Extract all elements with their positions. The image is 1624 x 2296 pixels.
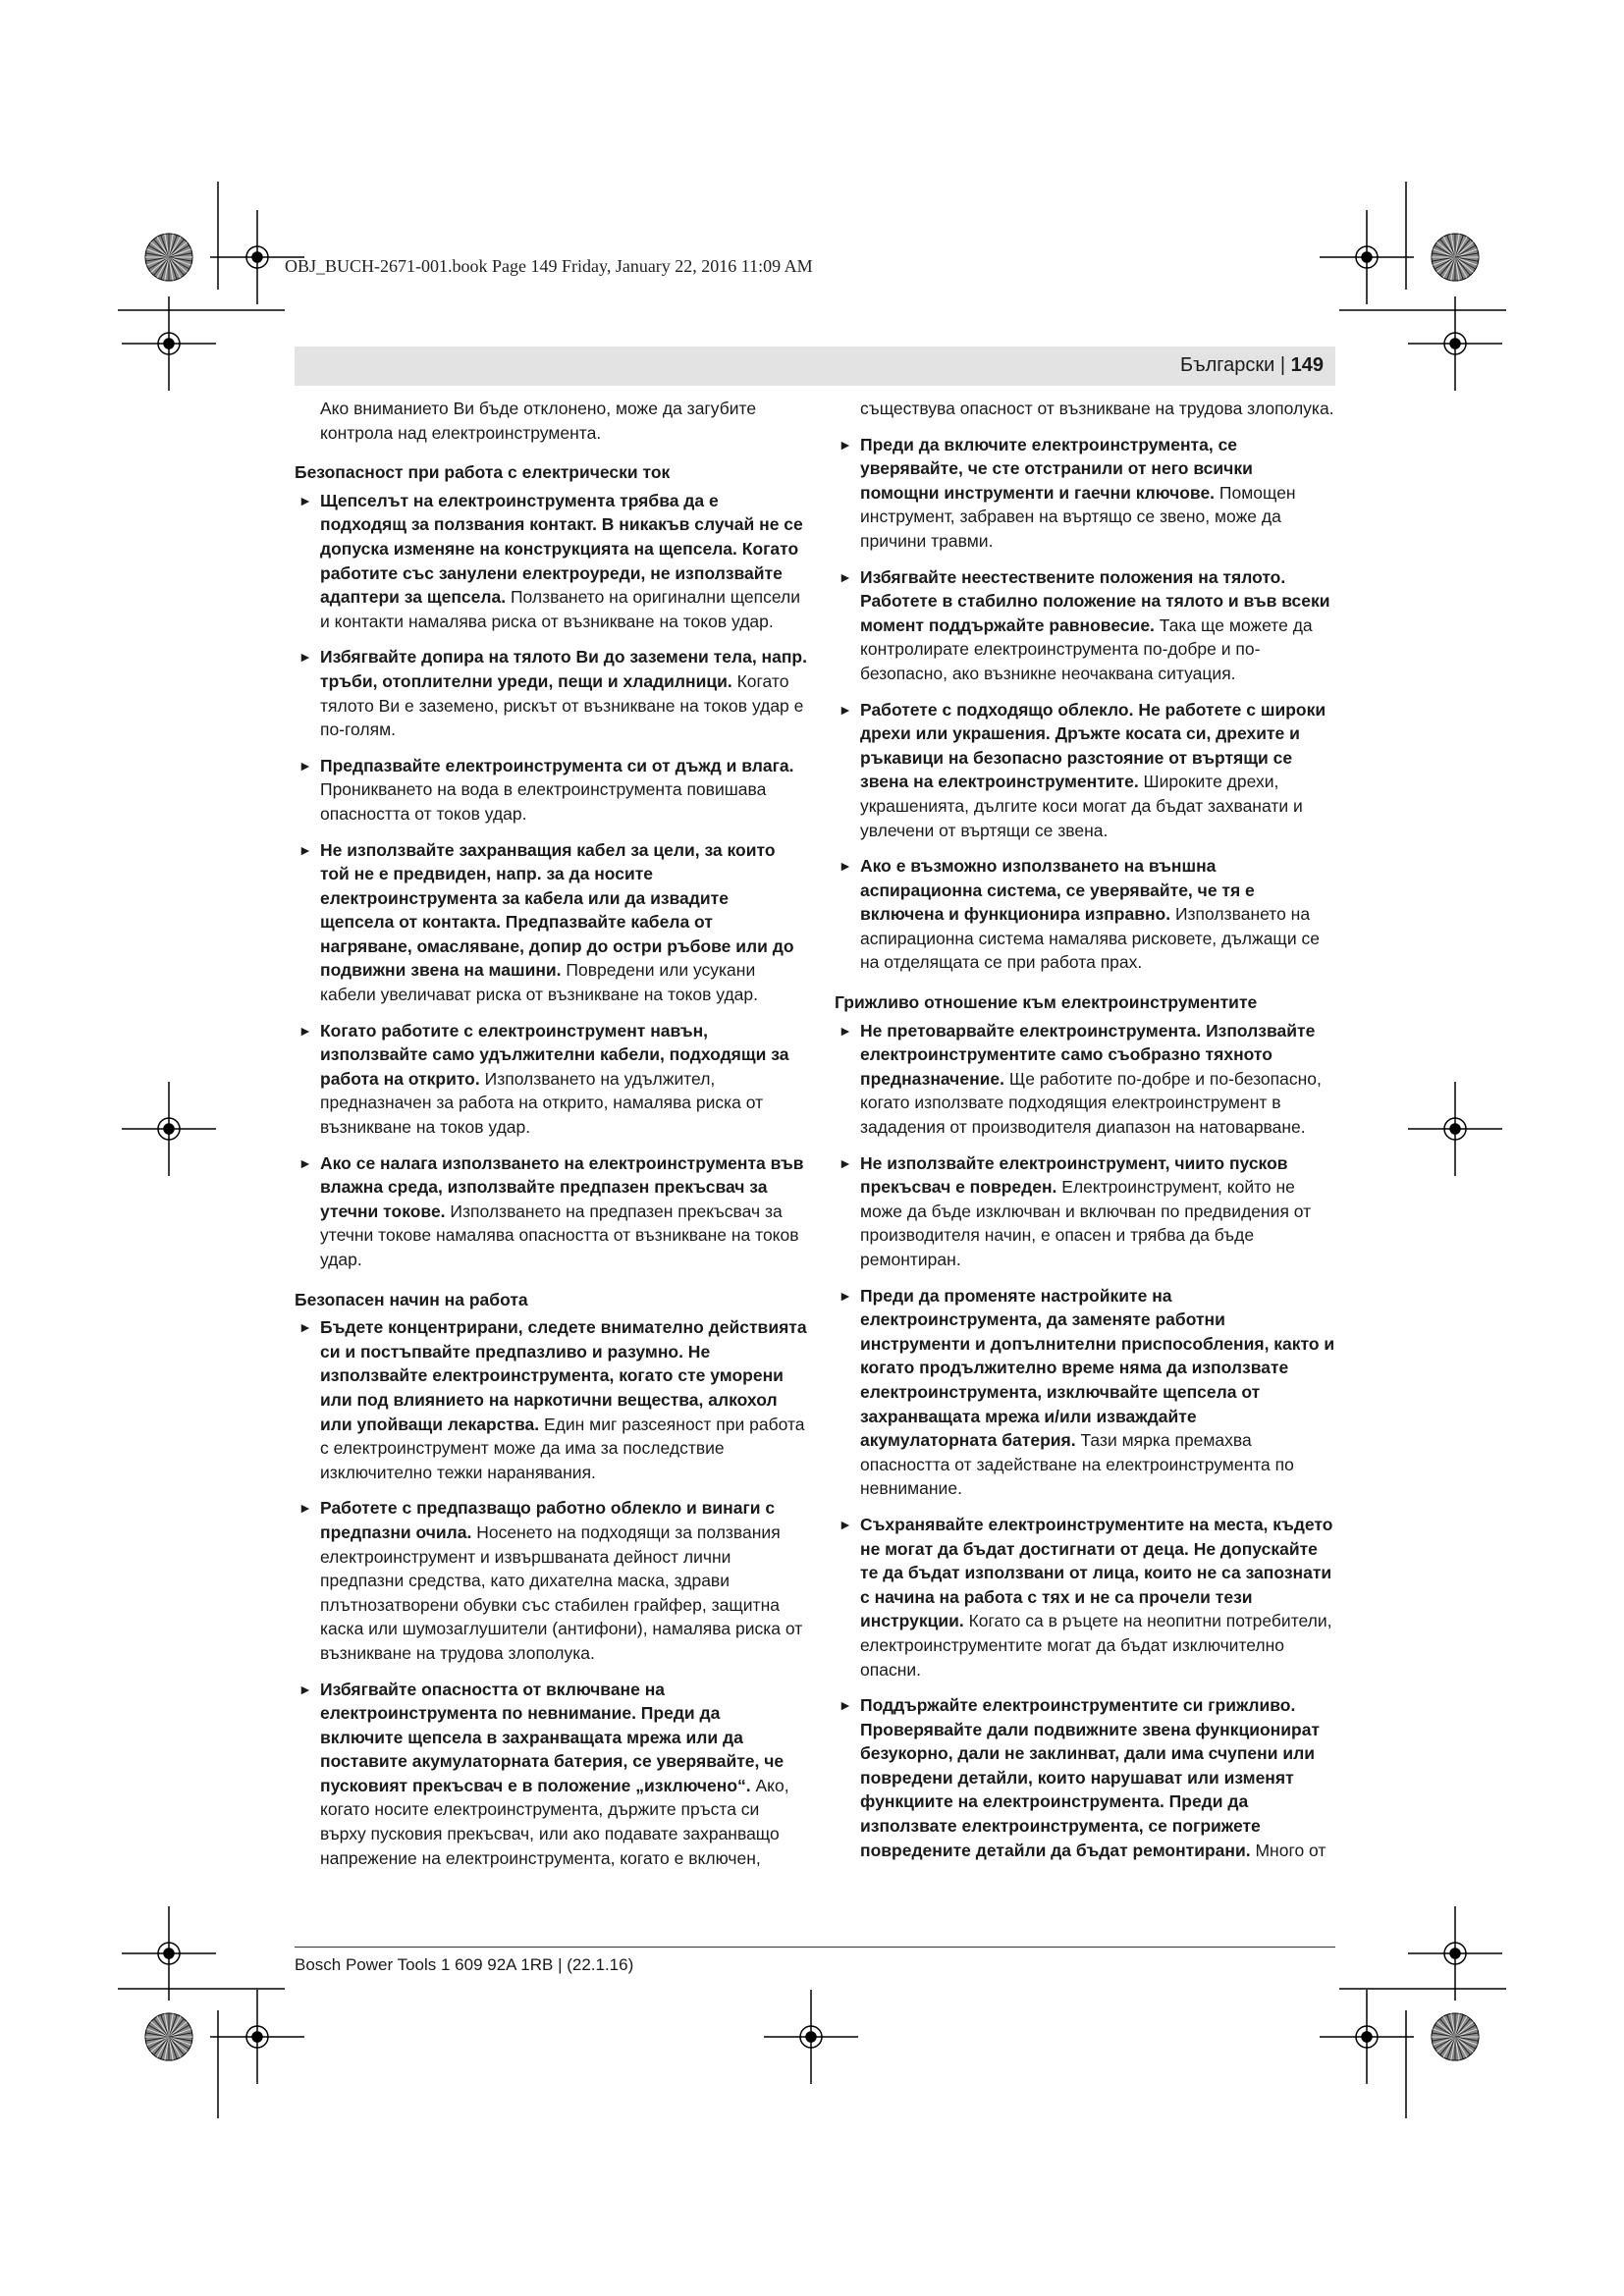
- safety-item: [835, 854, 1335, 975]
- safety-item: [295, 1678, 807, 1871]
- bullet-icon: ►: [298, 1500, 312, 1517]
- item-text: Използването на предпазен прекъсвач за утечни токове намалява опасността от възникване на токов удар.: [320, 1201, 799, 1269]
- starburst-mark: [145, 2013, 192, 2060]
- right-items-top: [835, 433, 1335, 975]
- bullet-icon: ►: [839, 1516, 852, 1532]
- item-text: Когато са в ръцете на неопитни потребители, електроинструментите могат да бъдат изключително опасни.: [860, 1611, 1332, 1680]
- safety-item: [295, 1496, 807, 1665]
- bullet-icon: ►: [839, 1697, 852, 1714]
- item-text: Един миг разсеяност при работа с електроинструмент може да има за последствие изключително тежки наранявания.: [320, 1414, 805, 1482]
- crosshair-mark: [122, 1082, 216, 1176]
- safety-item: [295, 838, 807, 1007]
- item-bold-text: Не претоварвайте електроинструмента. Използвайте електроинструментите само съобразно тяхното предназначение.: [860, 1020, 1316, 1089]
- file-slug: OBJ_BUCH-2671-001.book Page 149 Friday, January 22, 2016 11:09 AM: [285, 256, 813, 276]
- item-text: Използването на удължител, предназначен за работа на открито, намалява риска от възникване на токов удар.: [320, 1068, 764, 1138]
- bullet-icon: ►: [298, 492, 312, 508]
- safety-item: [835, 1284, 1335, 1501]
- page-header: [295, 347, 1335, 386]
- footer: Bosch Power Tools 1 609 92A 1RB | (22.1.16): [295, 1955, 634, 1974]
- crosshair-mark: [1408, 1906, 1502, 2001]
- bullet-icon: ►: [839, 701, 852, 718]
- page-number: 149: [1290, 354, 1324, 376]
- item-text: Тази мярка премахва опасността от задействане на електроинструмента по невнимание.: [860, 1430, 1294, 1499]
- section-title: Безопасен начин на работа: [295, 1289, 528, 1309]
- bullet-icon: ►: [298, 1681, 312, 1697]
- safety-item: [295, 645, 807, 741]
- bullet-icon: ►: [839, 858, 852, 875]
- bullet-icon: ►: [839, 1287, 852, 1304]
- section-title: Грижливо отношение към електроинструментите: [835, 992, 1258, 1013]
- bullet-icon: ►: [298, 1319, 312, 1336]
- header-language: Български: [1179, 354, 1275, 376]
- item-text: Ползването на оригинални щепсели и контакти намалява риска от възникване на токов удар.: [320, 587, 801, 631]
- bullet-icon: ►: [298, 1022, 312, 1039]
- safety-item: [295, 1151, 807, 1272]
- item-bold-text: Избягвайте допира на тялото Ви до заземени тела, напр. тръби, отоплителни уреди, пещи и хладилници.: [320, 647, 807, 691]
- item-bold-text: Когато работите с електроинструмент навън, използвайте само удължителни кабели, подходящи за работа на открито.: [320, 1020, 789, 1089]
- item-text: Ще работите по-добре и по-безопасно, когато използвате подходящия електроинструмент в зададения от производителя диапазон на натоварване.: [860, 1068, 1322, 1138]
- safety-item: [835, 1151, 1335, 1272]
- bullet-icon: ►: [298, 757, 312, 774]
- item-text: Повредени или усукани кабели увеличават риска от възникване на токов удар.: [320, 960, 759, 1005]
- item-bold-text: Не използвайте електроинструмент, чиито пусков прекъсвач е повреден.: [860, 1152, 1288, 1198]
- item-bold-text: Ако се налага използването на електроинструмента във влажна среда, използвайте предпазен прекъсвач за утечни токове.: [320, 1152, 804, 1221]
- safety-item: [835, 698, 1335, 843]
- item-text: Широките дрехи, украшенията, дългите коси могат да бъдат захванати и увлечени от въртящи се звена.: [860, 772, 1303, 840]
- item-bold-text: Работете с предпазващо работно облекло и винаги с предпазни очила.: [320, 1498, 776, 1542]
- safety-item: [295, 1315, 807, 1484]
- item-bold-text: Избягвайте неестествените положения на тялото. Работете в стабилно положение на тялото и във всеки момент поддържайте равновесие.: [860, 566, 1330, 635]
- item-text: Така ще можете да контролирате електроинструмента по-добре и по-безопасно, ако възникне неочаквана ситуация.: [860, 614, 1313, 683]
- starburst-mark: [145, 234, 192, 281]
- item-text: Ако, когато носите електроинструмента, държите пръста си върху пусковия прекъсвач, или ако подавате захранващо напрежение на електроинструмента, когато е включен,: [320, 1775, 789, 1868]
- item-bold-text: Преди да включите електроинструмента, се уверявайте, че сте отстранили от него всички помощни инструменти и гаечни ключове.: [860, 434, 1253, 503]
- item-bold-text: Предпазвайте електроинструмента си от дъжд и влага.: [320, 755, 794, 775]
- crosshair-mark: [122, 1906, 216, 2001]
- right-section-items: [835, 1019, 1335, 1863]
- left-intro: Ако вниманието Ви бъде отклонено, може да загубите контрола над електроинструмента.: [320, 399, 757, 443]
- crosshair-mark: [1408, 1082, 1502, 1176]
- bullet-icon: ►: [839, 568, 852, 585]
- item-text: Използването на аспирационна система намалява рисковете, дължащи се на отделящата се при работа прах.: [860, 904, 1320, 973]
- footer-rule: [295, 1947, 1335, 1948]
- safety-item: [835, 433, 1335, 554]
- bullet-icon: ►: [839, 436, 852, 453]
- bullet-icon: ►: [298, 649, 312, 666]
- item-text: Помощен инструмент, забравен на въртящо се звено, може да причини травми.: [860, 482, 1296, 551]
- item-text: Много от: [1250, 1840, 1326, 1860]
- item-bold-text: Бъдете концентрирани, следете внимателно действията си и постъпвайте предпазливо и разумно. Не използвайте електроинструмента, когато сте уморени или под влиянието на наркотични вещества, алкохол или упойващи лекарства.: [320, 1317, 807, 1434]
- item-bold-text: Преди да променяте настройките на електроинструмента, да заменяте работни инструменти и допълнителни приспособления, както и когато продължително време няма да използвате електроинструмента, изключвайте щепсела от захранващата мрежа и/или изваждайте акумулаторната батерия.: [860, 1285, 1335, 1451]
- item-bold-text: Ако е възможно използването на външна аспирационна система, се уверявайте, че тя е включена и функционира изправно.: [860, 856, 1255, 925]
- right-intro: съществува опасност от възникване на трудова злополука.: [860, 399, 1334, 418]
- safety-item: [835, 1693, 1335, 1862]
- item-bold-text: Избягвайте опасността от включване на електроинструмента по невнимание. Преди да включите щепсела в захранващата мрежа или да поставите акумулаторната батерия, се уверявайте, че пусковият прекъсвач е в положение „изключено“.: [320, 1679, 785, 1795]
- item-text: Носенето на подходящи за ползвания електроинструмент и извършваната дейност лични предпазни средства, като дихателна маска, здрави плътнозатворени обувки със стабилен грайфер, защитна каска или шумозаглушители (антифони), намалява риска от възникване на трудова злополука.: [320, 1522, 803, 1663]
- crosshair-mark: [1320, 210, 1414, 304]
- left-column: [295, 397, 807, 1882]
- header-label: [1180, 354, 1324, 377]
- safety-item: [835, 1019, 1335, 1140]
- right-column: [835, 397, 1335, 1874]
- item-bold-text: Поддържайте електроинструментите си грижливо. Проверявайте дали подвижните звена функционират безукорно, дали не заклинват, дали има счупени или повредени детайли, които нарушават или изменят функциите на електроинструмента. Преди да използвате електроинструмента, се погрижете повредените детайли да бъдат ремонтирани.: [860, 1695, 1320, 1860]
- safety-item: [295, 1019, 807, 1140]
- item-bold-text: Работете с подходящо облекло. Не работете с широки дрехи или украшения. Дръжте косата си, дрехите и ръкавици на безопасно разстояние от въртящи се звена на електроинструментите.: [860, 699, 1326, 792]
- safety-item: [295, 489, 807, 634]
- bullet-icon: ►: [298, 841, 312, 858]
- crosshair-mark: [1320, 1990, 1414, 2084]
- section-title: Безопасност при работа с електрически ток: [295, 462, 671, 483]
- item-bold-text: Не използвайте захранващия кабел за цели, за които той не е предвиден, напр. за да носите електроинструмента за кабела или да извадите щепсела от контакта. Предпазвайте кабела от нагряване, омасляване, допир до остри ръбове или до подвижни звена на машини.: [320, 839, 794, 981]
- crosshair-mark: [210, 1990, 304, 2084]
- starburst-mark: [1432, 2013, 1479, 2060]
- item-text: Проникването на вода в електроинструмента повишава опасността от токов удар.: [320, 779, 767, 824]
- crosshair-mark: [764, 1990, 858, 2084]
- left-sections: [295, 460, 807, 1870]
- item-text: Когато тялото Ви е заземено, рискът от възникване на токов удар е по-голям.: [320, 670, 804, 740]
- starburst-mark: [1432, 234, 1479, 281]
- safety-item: [835, 565, 1335, 686]
- safety-item: [835, 1513, 1335, 1682]
- bullet-icon: ►: [298, 1154, 312, 1171]
- safety-item: [295, 754, 807, 827]
- item-text: Електроинструмент, който не може да бъде изключван и включван по предвидения от производителя начин, е опасен и трябва да бъде ремонтиран.: [860, 1177, 1312, 1269]
- item-bold-text: Съхранявайте електроинструментите на места, където не могат да бъдат достигнати от деца. Не допускайте те да бъдат използвани от лица, които не са запознати с начина на работа с тях и не са прочели тези инструкции.: [860, 1514, 1333, 1631]
- bullet-icon: ►: [839, 1022, 852, 1039]
- item-bold-text: Щепселът на електроинструмента трябва да е подходящ за ползвания контакт. В никакъв случай не се допуска изменяне на конструкцията на щепсела. Когато работите със занулени електроуреди, не използвайте адаптери за щепсела.: [320, 490, 803, 608]
- header-separator: |: [1279, 354, 1286, 376]
- bullet-icon: ►: [839, 1154, 852, 1171]
